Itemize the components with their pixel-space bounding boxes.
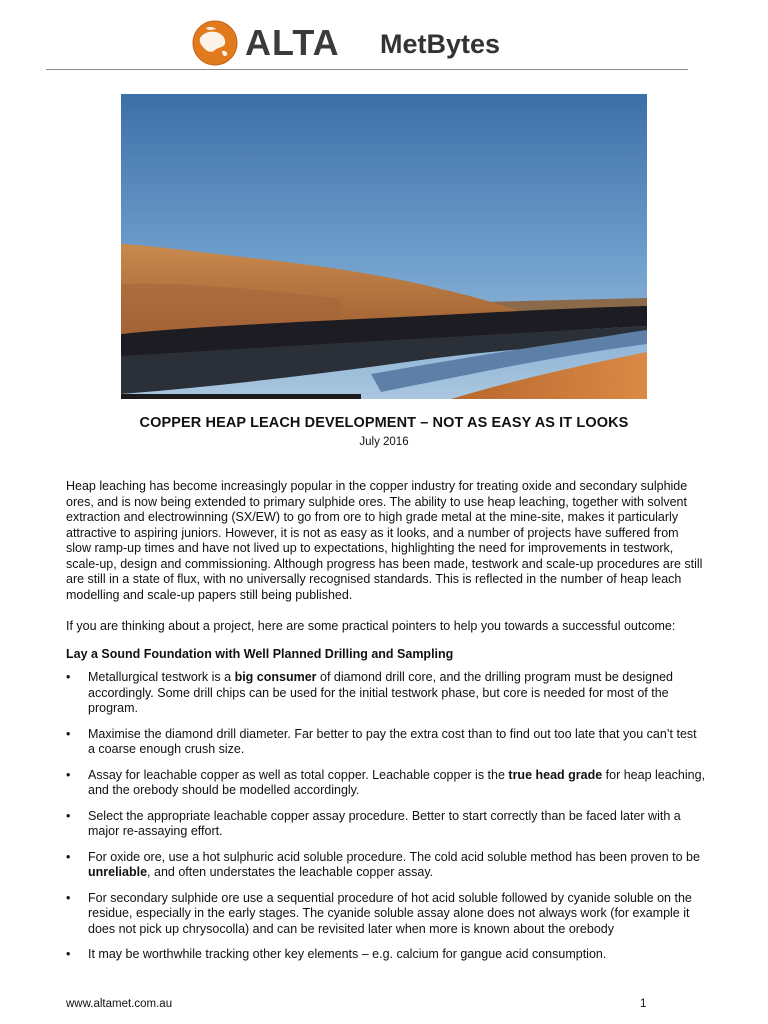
heap-leach-photo bbox=[121, 94, 647, 399]
list-item: • It may be worthwhile tracking other key elements – e.g. calcium for gangue acid consumption. bbox=[66, 947, 607, 961]
bullet-icon: • bbox=[66, 947, 71, 961]
list-item: • Assay for leachable copper as well as total copper. Leachable copper is the true head grade for heap leaching, and the orebody should be modelled accordingly. bbox=[66, 767, 706, 797]
header-divider bbox=[46, 69, 688, 70]
brand-logo-text: ALTA bbox=[245, 22, 340, 63]
list-item: • Maximise the diamond drill diameter. Far better to pay the extra cost than to find out too late that you can’t test a coarse enough crush size. bbox=[66, 726, 697, 756]
list-item: • Metallurgical testwork is a big consumer of diamond drill core, and the drilling program must be designed accordingly. Some drill chips can be used for the initial testwork phase, but core is needed for most of the program. bbox=[66, 670, 673, 715]
intro-paragraph: Heap leaching has become increasingly popular in the copper industry for treating oxide and secondary sulphide ores, and is now being extended to primary sulphide ores. The ability to use heap leaching, together with solvent extraction and electrowinning (SX/EW) to go from ore to high grade metal at the mine-site, makes it particularly attractive to aspiring juniors. However, it is not as easy as it looks, and a number of projects have suffered from slow ramp-up times and have not lived up to expectations, highlighting the need for improvements in testwork, scale-up, design and commissioning. Although progress has been made, testwork and scale-up procedures are still are still in a state of flux, with no universally recognised standards. This is reflected in the number of heap leach modelling and scale-up papers still being published. bbox=[66, 479, 703, 602]
bullet-icon: • bbox=[66, 808, 71, 823]
page-number: 1 bbox=[640, 998, 647, 1010]
list-item: • Select the appropriate leachable copper assay procedure. Better to start correctly than be faced later with a major re-assaying effort. bbox=[66, 808, 681, 838]
list-item: • For secondary sulphide ore use a sequential procedure of hot acid soluble followed by cyanide soluble on the residue, especially in the early stages. The cyanide soluble assay alone does not always work (for example it does not pick up chrysocolla) and can be revisited later when more is known about the orebody bbox=[66, 890, 692, 936]
bullet-icon: • bbox=[66, 890, 71, 905]
publication-name: MetBytes bbox=[380, 29, 501, 59]
section-heading: Lay a Sound Foundation with Well Planned Drilling and Sampling bbox=[66, 647, 454, 661]
bullet-list bbox=[66, 670, 706, 973]
bullet-icon: • bbox=[66, 726, 71, 741]
bullet-icon: • bbox=[66, 670, 71, 684]
footer-website-link[interactable]: www.altamet.com.au bbox=[66, 998, 173, 1010]
lead-in-paragraph: If you are thinking about a project, here are some practical pointers to help you towards a successful outcome: bbox=[66, 619, 676, 633]
article-date: July 2016 bbox=[359, 436, 409, 448]
heap-leach-photo-illustration bbox=[121, 94, 647, 399]
globe-logo-icon bbox=[192, 20, 238, 66]
list-item: • For oxide ore, use a hot sulphuric acid soluble procedure. The cold acid soluble method has been proven to be unreliable, and often understates the leachable copper assay. bbox=[66, 849, 700, 879]
bullet-icon: • bbox=[66, 767, 71, 782]
bullet-icon: • bbox=[66, 849, 71, 864]
page-header bbox=[0, 0, 768, 72]
article-title: COPPER HEAP LEACH DEVELOPMENT – NOT AS EASY AS IT LOOKS bbox=[139, 415, 629, 431]
